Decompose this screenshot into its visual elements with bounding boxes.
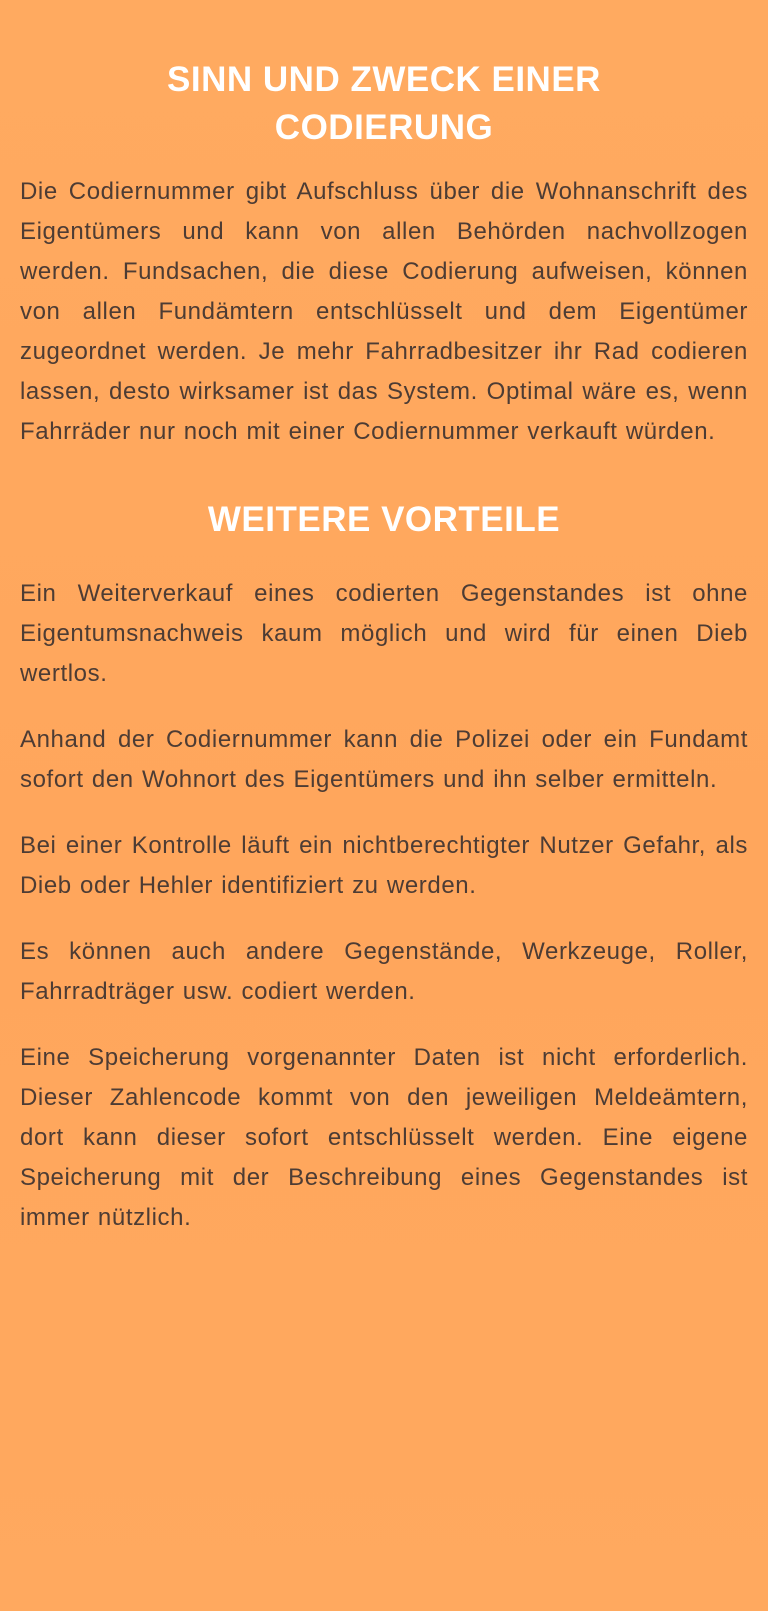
advantage-item-storage: Eine Speicherung vorgenannter Daten ist nicht erforderlich. Dieser Zahlencode kommt von den jeweiligen Meldeämtern, dort kann dieser sofort entschlüsselt werden. Eine eigene Speicherung mit der Beschreibung eines Gegenstandes ist immer nützlich. — [20, 1044, 748, 1231]
advantage-item-identification: Anhand der Codiernummer kann die Polizei oder ein Fundamt sofort den Wohnort des Eigentümers und ihn selber ermitteln. — [20, 726, 748, 793]
advantage-item-other-items: Es können auch andere Gegenstände, Werkzeuge, Roller, Fahrradträger usw. codiert werden. — [20, 938, 748, 1005]
advantages-heading: WEITERE VORTEILE — [207, 500, 561, 539]
purpose-heading: SINN UND ZWECK EINER CODIERUNG — [167, 60, 601, 147]
advantages-list — [20, 574, 748, 1238]
advantage-item-control: Bei einer Kontrolle läuft ein nichtberechtigter Nutzer Gefahr, als Dieb oder Hehler identifiziert zu werden. — [20, 832, 748, 899]
purpose-paragraph: Die Codiernummer gibt Aufschluss über die Wohnanschrift des Eigentümers und kann von allen Behörden nachvollzogen werden. Fundsachen, die diese Codierung aufweisen, können von allen Fundämtern entschlüsselt und dem Eigentümer zugeordnet werden. Je mehr Fahrradbesitzer ihr Rad codieren lassen, desto wirksamer ist das System. Optimal wäre es, wenn Fahrräder nur noch mit einer Codiernummer verkauft würden. — [20, 178, 748, 445]
advantage-item-resale: Ein Weiterverkauf eines codierten Gegenstandes ist ohne Eigentumsnachweis kaum möglich und wird für einen Dieb wertlos. — [20, 580, 748, 687]
